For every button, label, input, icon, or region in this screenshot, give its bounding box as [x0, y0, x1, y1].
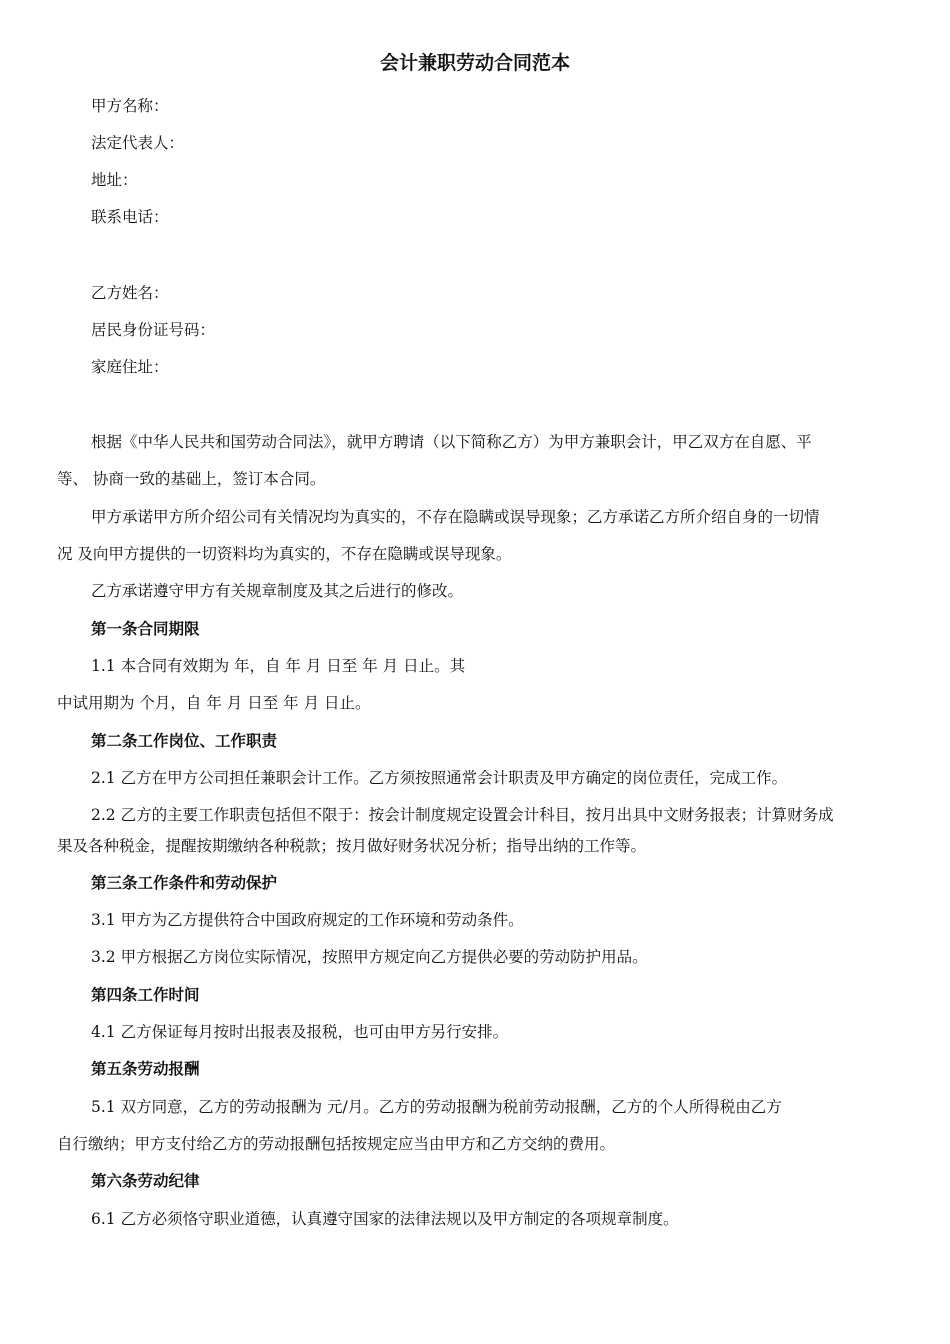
preamble-p1-line2: 等、 协商一致的基础上，签订本合同。 — [57, 470, 326, 488]
article-3-heading: 第三条工作条件和劳动保护 — [91, 874, 278, 892]
article-2-clause-2-line2: 果及各种税金，提醒按期缴纳各种税款；按月做好财务状况分析；指导出纳的工作等。 — [57, 837, 647, 855]
document-title: 会计兼职劳动合同范本 — [379, 52, 570, 74]
article-6-clause-1: 6.1 乙方必须恪守职业道德，认真遵守国家的法律法规以及甲方制定的各项规章制度。 — [91, 1210, 679, 1228]
article-1-clause-1-line2: 中试用期为 个月，自 年 月 日至 年 月 日止。 — [57, 694, 371, 712]
article-2-heading: 第二条工作岗位、工作职责 — [91, 732, 278, 750]
party-b-id-label: 居民身份证号码： — [91, 321, 216, 339]
article-5-clause-1-line2: 自行缴纳；甲方支付给乙方的劳动报酬包括按规定应当由甲方和乙方交纳的费用。 — [57, 1135, 616, 1153]
article-1-clause-1-line1: 1.1 本合同有效期为 年，自 年 月 日至 年 月 日止。其 — [91, 657, 466, 675]
party-b-home-label: 家庭住址： — [91, 358, 169, 376]
article-5-clause-1-line1: 5.1 双方同意，乙方的劳动报酬为 元/月。乙方的劳动报酬为税前劳动报酬，乙方的个人所得税由乙方 — [91, 1098, 782, 1116]
party-a-name-label: 甲方名称： — [91, 97, 169, 115]
preamble-p3: 乙方承诺遵守甲方有关规章制度及其之后进行的修改。 — [91, 582, 464, 600]
article-5-heading: 第五条劳动报酬 — [91, 1060, 200, 1078]
article-6-heading: 第六条劳动纪律 — [91, 1172, 200, 1190]
article-3-clause-1: 3.1 甲方为乙方提供符合中国政府规定的工作环境和劳动条件。 — [91, 911, 524, 929]
article-1-heading: 第一条合同期限 — [91, 620, 200, 638]
party-a-phone-label: 联系电话： — [91, 208, 169, 226]
article-4-heading: 第四条工作时间 — [91, 986, 200, 1004]
party-a-representative-label: 法定代表人： — [91, 134, 185, 152]
article-3-clause-2: 3.2 甲方根据乙方岗位实际情况，按照甲方规定向乙方提供必要的劳动防护用品。 — [91, 948, 648, 966]
article-2-clause-2-line1: 2.2 乙方的主要工作职责包括但不限于：按会计制度规定设置会计科目，按月出具中文财务报表；计算财务成 — [91, 806, 834, 824]
article-4-clause-1: 4.1 乙方保证每月按时出报表及报税，也可由甲方另行安排。 — [91, 1023, 509, 1041]
preamble-p1-line1: 根据《中华人民共和国劳动合同法》，就甲方聘请（以下简称乙方）为甲方兼职会计，甲乙双方在自愿、平 — [91, 433, 812, 451]
party-b-name-label: 乙方姓名： — [91, 284, 169, 302]
preamble-p2-line1: 甲方承诺甲方所介绍公司有关情况均为真实的，不存在隐瞒或误导现象；乙方承诺乙方所介绍自身的一切情 — [91, 508, 820, 526]
article-2-clause-1: 2.1 乙方在甲方公司担任兼职会计工作。乙方须按照通常会计职责及甲方确定的岗位责任，完成工作。 — [91, 769, 788, 787]
party-a-address-label: 地址： — [91, 171, 138, 189]
preamble-p2-line2: 况 及向甲方提供的一切资料均为真实的，不存在隐瞒或误导现象。 — [57, 545, 512, 563]
